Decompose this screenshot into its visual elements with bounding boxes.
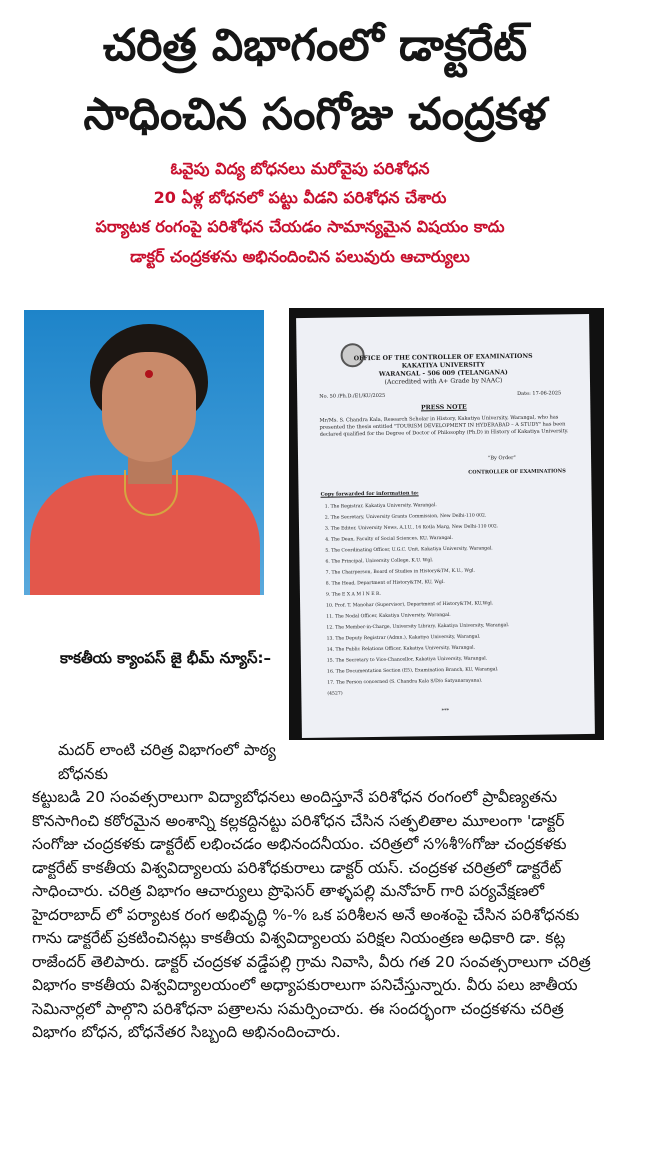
press-copy-item: 7. The Chairperson, Board of Studies in History&TM, K.U., Wgl.: [325, 568, 475, 576]
press-copy-item: 2. The Secretary, University Grants Commission, New Delhi-110 002.: [324, 513, 487, 521]
press-footer: ***: [441, 707, 450, 715]
press-title: PRESS NOTE: [420, 403, 467, 412]
press-address: WARANGAL - 506 009 (TELANGANA): [378, 369, 508, 378]
press-copy-item: 4. The Dean, Faculty of Social Sciences, KU, Warangal.: [325, 535, 453, 543]
press-copy-item: 9. The E X A M I N E R.: [325, 591, 382, 598]
press-note-paper: [296, 314, 595, 738]
press-university: KAKATIYA UNIVERSITY: [401, 361, 485, 370]
press-copy-item: 16. The Documentation Section (E5), Examination Branch, KU, Warangal.: [326, 667, 499, 675]
portrait-face: [102, 352, 196, 462]
headline-line-2: సాధించిన సంగోజు చంద్రకళ: [83, 89, 547, 140]
press-signatory: CONTROLLER OF EXAMINATIONS: [468, 468, 566, 476]
portrait-photo: [24, 310, 264, 595]
press-copy-item: 1. The Registrar, Kakatiya University, Warangal.: [324, 503, 437, 510]
press-copy-item: 12. The Member-in-Charge, University Library, Kakatiya University, Warangal.: [326, 623, 510, 631]
press-copy-item: 15. The Secretary to Vice-Chancellor, Kakatiya University, Warangal.: [326, 656, 488, 664]
article-body: కట్టుబడి 20 సంవత్సరాలుగా విద్యాబోధనలు అందిస్తూనే పరిశోధన రంగంలో ప్రావీణ్యతను కొనసాగించి కఠోరమైన అంశాన్ని కల్లకద్దినట్టు పరిశోధన చేసిన సత్ఫలితాల మూలంగా 'డాక్టర్ సంగోజు చంద్రకళకు డాక్టరేట్ లభించడం అభినందనీయం. చరిత్రలో స%శీ%గోజు చంద్రకళకు డాక్టరేట్ కాకతీయ విశ్వవిద్యాలయ పరిశోధకురాలు డాక్టర్ యస్. చంద్రకళ చరిత్రలో డాక్టరేట్ సాధించారు. చరిత్ర విభాగం ఆచార్యులు ప్రొఫెసర్ తాళ్ళపల్లి మనోహర్ గారి పర్యవేక్షణలో హైదరాబాద్ లో పర్యాటక రంగ అభివృద్ధి %-% ఒక పరిశీలన అనే అంశంపై చేసిన పరిశోధనకు గాను డాక్టరేట్ ప్రకటించినట్లు కాకతీయ విశ్వవిద్యాలయ పరిక్షల నియంత్రణ అధికారి డా. కట్ల రాజేందర్ తెలిపారు. డాక్టర్ చంద్రకళ వడ్డేపల్లి గ్రామ నివాసి, వీరు గత 20 సంవత్సరాలుగా చరిత్ర విభాగం కాకతీయ విశ్వవిద్యాలయంలో అధ్యాపకురాలుగా పనిచేస్తున్నారు. వీరు పలు జాతీయ సెమినార్లలో పాల్గొని పరిశోధనా పత్రాలను సమర్పించారు. ఈ సందర్భంగా చంద్రకళను చరిత్ర విభాగం బోధన, బోధనేతర సిబ్బంది అభినందించారు.: [32, 788, 591, 1041]
press-copy-item: 14. The Public Relations Officer, Kakatiya University, Warangal.: [326, 645, 476, 653]
press-ref-no: No. 50 /Ph.D./E1/KU/2025: [319, 392, 386, 400]
portrait-bindi: [145, 370, 153, 378]
press-copy-list: [325, 498, 590, 700]
press-office: OFFICE OF THE CONTROLLER OF EXAMINATIONS: [353, 352, 533, 363]
subheadline-3: పర్యాటక రంగంపై పరిశోధన చేయడం సామాన్యమైన విషయం కాదు: [95, 217, 505, 236]
press-copy-item: 6. The Principal, University College, K.U. Wgl.: [325, 558, 434, 565]
press-body: Mr/Ms. S. Chandra Kala, Research Scholar in History, Kakatiya University, Warangal, who has presented the thesis entitled "TOURISM DEVELOPMENT IN HYDERABAD – A STUDY" has been declared qualified for the Degree of Doctor of Philosophy (Ph.D) in History of Kakatiya University.: [319, 414, 569, 438]
press-copy-item: 17. The Person concerned (S. Chandra Kala S/D/o Satyanarayana).: [327, 678, 483, 686]
press-note-photo: [289, 308, 604, 740]
press-copy-item: (4527): [327, 691, 343, 697]
press-copy-item: 5. The Coordinating Officer, U.G.C. Unit, Kakatiya University, Warangal.: [325, 546, 493, 554]
press-date: Date: 17-06-2025: [517, 390, 562, 397]
press-copy-item: 11. The Nodal Officer, Kakatiya University, Warangal.: [326, 612, 451, 620]
press-copy-item: 10. Prof. T. Manohar (Supervisor), Department of History&TM, KU,Wgl.: [326, 601, 494, 609]
press-copy-item: 13. The Deputy Registrar (Admn.), Kakatiya University, Warangal.: [326, 634, 481, 642]
press-copy-heading: Copy forwarded for information to:: [320, 490, 419, 498]
press-accreditation: (Accredited with A+ Grade by NAAC): [384, 377, 503, 386]
press-copy-item: 3. The Editor, University News, A.I.U., 16 Kotla Marg, New Delhi-110 002.: [324, 524, 499, 532]
article-intro: మదర్ లాంటి చరిత్ర విభాగంలో పాఠ్య బోధనకు: [58, 741, 276, 783]
press-copy-item: 8. The Head, Department of History&TM, KU, Wgl.: [325, 580, 445, 587]
subheadline-2: 20 ఏళ్ల బోధనలో పట్టు వీడని పరిశోధన చేశారు: [153, 188, 447, 207]
press-by-order: "By Order": [488, 455, 516, 462]
subheadline-4: డాక్టర్ చంద్రకళను అభినందించిన పలువురు ఆచార్యులు: [130, 247, 470, 266]
subheadline-1: ఓవైపు విద్య బోధనలు మరోవైపు పరిశోధన: [170, 159, 430, 178]
byline: కాకతీయ క్యాంపస్ జై భీమ్ న్యూస్:–: [60, 649, 272, 667]
headline-line-1: చరిత్ర విభాగంలో డాక్టరేట్: [102, 20, 528, 71]
